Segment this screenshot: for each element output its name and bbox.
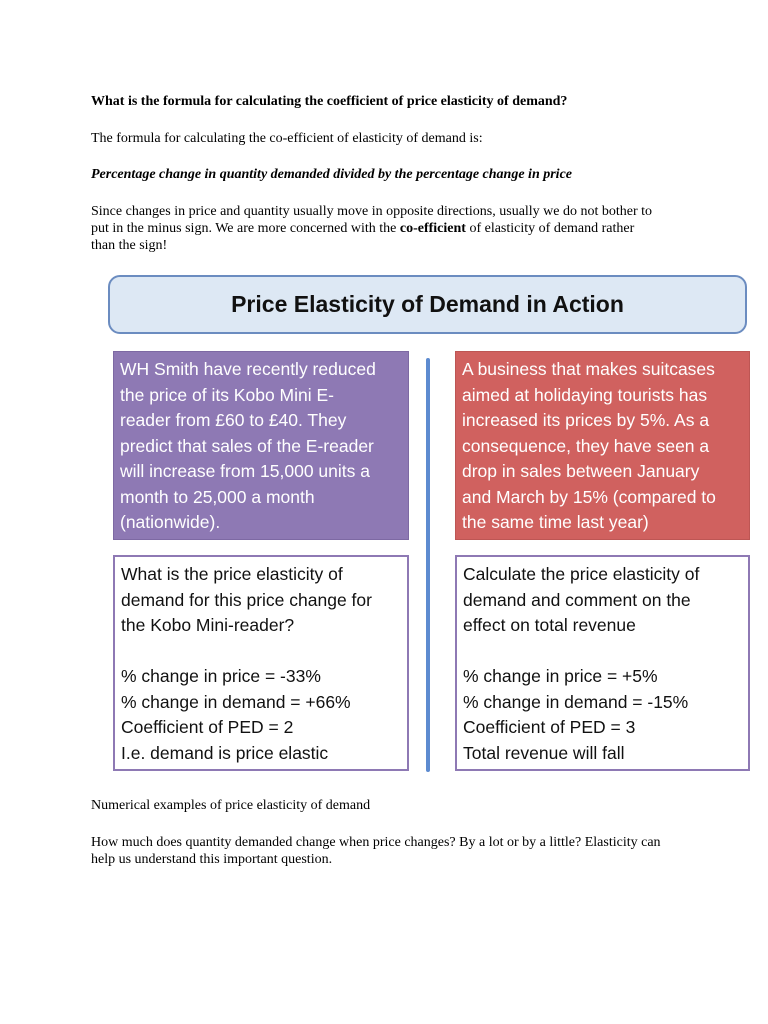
answer-line: Coefficient of PED = 2 xyxy=(121,717,294,737)
case-line: the price of its Kobo Mini E- xyxy=(120,384,334,405)
spacer xyxy=(121,639,401,665)
question-line: effect on total revenue xyxy=(463,615,636,635)
case-line: reader from £60 to £40. They xyxy=(120,410,347,430)
question-line: Calculate the price elasticity of xyxy=(463,564,700,584)
question-line: the Kobo Mini-reader? xyxy=(121,615,295,635)
case-line: month to 25,000 a month xyxy=(120,486,315,507)
sign-note xyxy=(91,203,661,254)
infographic-title: Price Elasticity of Demand in Action xyxy=(108,275,747,334)
case-box-wh-smith xyxy=(113,351,409,540)
case-box-suitcases xyxy=(455,351,750,540)
case-line: A business that makes suitcases xyxy=(462,359,715,379)
closing-paragraph: How much does quantity demanded change when price changes? By a lot or by a little? Elasticity can help us understand this important question. xyxy=(91,835,661,867)
answer-line: Coefficient of PED = 3 xyxy=(463,717,636,737)
formula-statement: Percentage change in quantity demanded divided by the percentage change in price xyxy=(91,167,572,182)
sign-note-text-1: Since changes in price and quantity usually move in opposite directions, usually we do not bother to put in the minus sign. We are more concerned with the xyxy=(91,204,653,236)
question-box-wh-smith xyxy=(113,555,409,771)
sign-note-text-2: of elasticity of demand rather than the sign! xyxy=(91,221,635,253)
answer-line: % change in demand = -15% xyxy=(463,691,689,712)
question-line: What is the price elasticity of xyxy=(121,564,343,584)
answer-line: % change in price = -33% xyxy=(121,666,321,686)
spacer xyxy=(463,639,742,665)
answer-line: % change in price = +5% xyxy=(463,666,658,686)
ped-infographic xyxy=(103,270,753,775)
question-line: demand and comment on the xyxy=(463,589,691,610)
sign-note-bold: co-efficient xyxy=(399,221,466,236)
case-line: (nationwide). xyxy=(120,512,221,532)
vertical-divider xyxy=(426,358,430,772)
examples-caption: Numerical examples of price elasticity of demand xyxy=(91,798,371,813)
question-line: demand for this price change for xyxy=(121,589,372,610)
question-box-suitcases xyxy=(455,555,750,771)
case-line: the same time last year) xyxy=(462,512,649,532)
answer-line: % change in demand = +66% xyxy=(121,691,351,712)
formula-intro: The formula for calculating the co-efficient of elasticity of demand is: xyxy=(91,131,483,146)
case-line: aimed at holidaying tourists has xyxy=(462,384,708,405)
case-line: drop in sales between January xyxy=(462,461,700,481)
case-line: will increase from 15,000 units a xyxy=(120,461,370,481)
case-line: predict that sales of the E-reader xyxy=(120,435,374,456)
document-heading: What is the formula for calculating the coefficient of price elasticity of demand? xyxy=(91,94,568,109)
answer-line: I.e. demand is price elastic xyxy=(121,742,329,763)
case-line: WH Smith have recently reduced xyxy=(120,359,376,379)
case-line: increased its prices by 5%. As a xyxy=(462,410,710,430)
case-line: and March by 15% (compared to xyxy=(462,486,716,507)
case-line: consequence, they have seen a xyxy=(462,435,710,456)
answer-line: Total revenue will fall xyxy=(463,742,625,763)
